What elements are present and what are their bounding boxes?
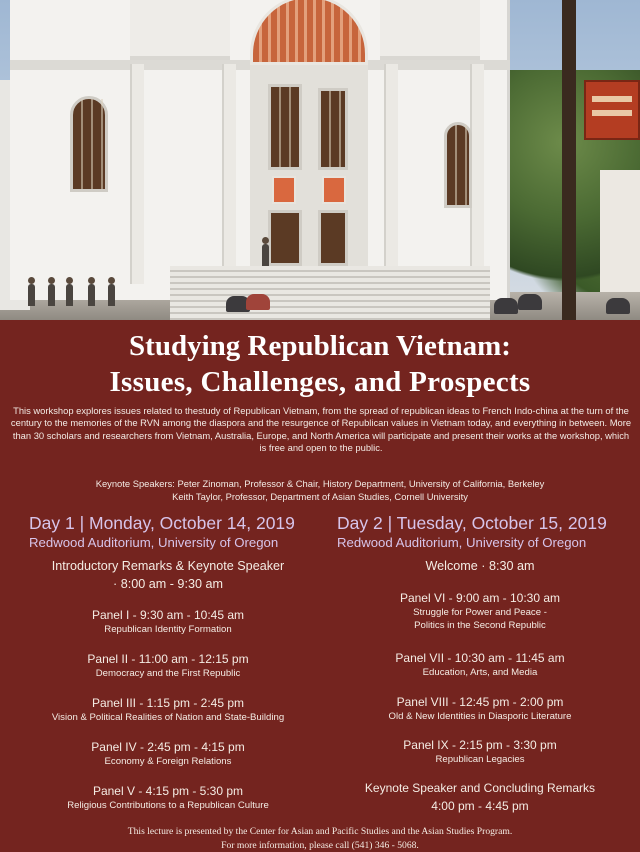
pillar <box>222 64 236 284</box>
sign-pole <box>562 0 576 320</box>
portal-window <box>268 84 302 170</box>
footer-contact-line: For more information, please call (541) 346 - 5068. <box>221 840 419 851</box>
arched-window-right <box>444 122 472 208</box>
keynote-speaker-line: Keynote Speakers: Peter Zinoman, Professor & Chair, History Department, University of California, Berkeley <box>95 478 545 489</box>
panel-time: Panel VI - 9:00 am - 10:30 am <box>399 591 561 605</box>
panel-topic: Old & New Identities in Diasporic Literature <box>388 711 572 722</box>
footer-note <box>0 825 640 852</box>
panel-topic: Vision & Political Realities of Nation and State-Building <box>51 712 285 723</box>
right-parapet <box>380 0 480 60</box>
day2-venue: Redwood Auditorium, University of Oregon <box>337 535 587 550</box>
panel-topic: Education, Arts, and Media <box>422 667 538 678</box>
panel-topic: Democracy and the First Republic <box>95 668 241 679</box>
schedule-item <box>332 695 628 723</box>
seated-person <box>518 294 542 310</box>
schedule-item <box>18 696 318 724</box>
seated-person <box>494 298 518 314</box>
panel-topic: Struggle for Power and Peace - <box>413 607 547 618</box>
panel-time: Panel VII - 10:30 am - 11:45 am <box>395 651 565 665</box>
schedule-item <box>18 652 318 680</box>
front-steps <box>170 266 490 320</box>
day1-heading: Day 1 | Monday, October 14, 2019 <box>29 513 295 533</box>
day1-schedule <box>18 557 318 811</box>
schedule-item <box>18 784 318 812</box>
panel-time: Panel V - 4:15 pm - 5:30 pm <box>92 784 244 798</box>
poster-title-line-1: Studying Republican Vietnam: <box>129 330 511 362</box>
panel-time: Panel III - 1:15 pm - 2:45 pm <box>91 696 245 710</box>
day1-opening-time: · 8:00 am - 9:30 am <box>113 577 223 591</box>
pillar <box>470 64 484 284</box>
pedestrian <box>108 284 115 306</box>
panel-time: Panel IV - 2:45 pm - 4:15 pm <box>91 740 245 754</box>
arched-window-left <box>70 96 108 192</box>
panel-time: Panel IX - 2:15 pm - 3:30 pm <box>403 738 557 752</box>
footer-sponsor-line: This lecture is presented by the Center for Asian and Pacific Studies and the Asian Studies Program. <box>127 826 513 837</box>
seated-person <box>246 294 270 310</box>
schedule-item <box>18 740 318 768</box>
pillar <box>384 64 398 284</box>
intro-paragraph: This workshop explores issues related to thestudy of Republican Vietnam, from the spread of republican ideas to French Indo-china at the turn of the century to the memories of the RVN among the diaspora and the resurgence of Republican values in Vietnam today, and everything in between. More than 30 scholars and researchers from Vietnam, Australia, Europe, and North America will participate and present their works at the workshop, which is free and open to the public. <box>10 405 632 453</box>
panel-time: Panel I - 9:30 am - 10:45 am <box>91 608 245 622</box>
panel-topic: Republican Identity Formation <box>104 624 232 635</box>
schedule-item <box>332 651 628 679</box>
building-photo <box>0 0 640 320</box>
portal-door <box>318 210 348 266</box>
panel-topic: Republican Legacies <box>435 754 525 765</box>
seated-person <box>606 298 630 314</box>
pedestrian <box>262 244 269 266</box>
panel-topic: Politics in the Second Republic <box>414 620 546 631</box>
schedule-item <box>18 608 318 636</box>
pedestrian <box>28 284 35 306</box>
keynote-speaker-line: Keith Taylor, Professor, Department of Asian Studies, Cornell University <box>172 491 468 502</box>
closing-title: Keynote Speaker and Concluding Remarks <box>364 781 596 795</box>
orange-panel <box>322 176 346 204</box>
panel-topic: Economy & Foreign Relations <box>104 756 232 767</box>
pillar <box>130 64 144 284</box>
schedule-item <box>332 591 628 632</box>
panel-time: Panel VIII - 12:45 pm - 2:00 pm <box>396 695 564 709</box>
closing-time: 4:00 pm - 4:45 pm <box>431 799 529 813</box>
schedule-item <box>332 738 628 766</box>
street-sign <box>584 80 640 140</box>
day2-heading: Day 2 | Tuesday, October 15, 2019 <box>337 513 607 533</box>
poster-title-line-2: Issues, Challenges, and Prospects <box>109 366 531 398</box>
day2-schedule <box>332 557 628 813</box>
left-parapet <box>130 0 230 60</box>
panel-time: Panel II - 11:00 am - 12:15 pm <box>87 652 249 666</box>
day1-opening-title: Introductory Remarks & Keynote Speaker <box>51 559 285 573</box>
orange-panel <box>272 176 296 204</box>
background-building <box>600 170 640 310</box>
pedestrian <box>48 284 55 306</box>
day2-welcome: Welcome · 8:30 am <box>425 559 535 573</box>
keynote-speakers <box>0 477 640 503</box>
portal-door <box>268 210 302 266</box>
portal-window <box>318 88 348 170</box>
day1-venue: Redwood Auditorium, University of Oregon <box>29 535 279 550</box>
closing-session <box>332 779 628 815</box>
panel-topic: Religious Contributions to a Republican Culture <box>67 800 269 811</box>
pedestrian <box>88 284 95 306</box>
pedestrian <box>66 284 73 306</box>
